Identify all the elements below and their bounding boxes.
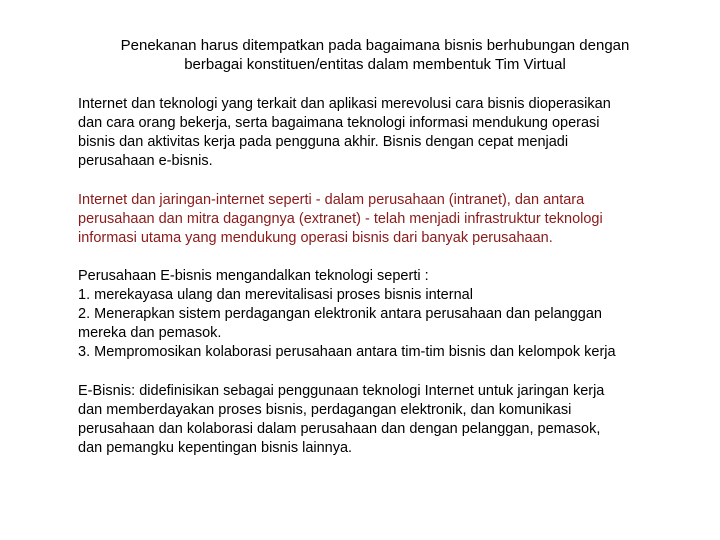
list-item: 1. merekayasa ulang dan merevitalisasi proses bisnis internal [78, 287, 473, 303]
paragraph-line: perusahaan dan kolaborasi dalam perusahaan dan dengan pelanggan, pemasok, [78, 421, 601, 437]
slide-title [60, 36, 690, 74]
paragraph-line: bisnis dan aktivitas kerja pada pengguna akhir. Bisnis dengan cepat menjadi [78, 134, 569, 150]
paragraph-line: dan memberdayakan proses bisnis, perdagangan elektronik, dan komunikasi [78, 402, 572, 418]
paragraph-internet-networks [78, 191, 688, 248]
title-line: Penekanan harus ditempatkan pada bagaimana bisnis berhubungan dengan [120, 37, 630, 54]
paragraph-ebusiness-technologies [78, 267, 688, 362]
list-item-continuation: mereka dan pemasok. [78, 325, 222, 341]
paragraph-line: E-Bisnis: didefinisikan sebagai penggunaan teknologi Internet untuk jaringan kerja [78, 383, 605, 399]
paragraph-line: Perusahaan E-bisnis mengandalkan teknologi seperti : [78, 268, 429, 284]
list-item: 3. Mempromosikan kolaborasi perusahaan antara tim-tim bisnis dan kelompok kerja [78, 344, 616, 360]
paragraph-ebusiness-definition [78, 382, 688, 458]
paragraph-line: informasi utama yang mendukung operasi bisnis dari banyak perusahaan. [78, 230, 553, 246]
paragraph-line: dan cara orang bekerja, serta bagaimana teknologi informasi mendukung operasi [78, 115, 600, 131]
paragraph-line: dan pemangku kepentingan bisnis lainnya. [78, 440, 353, 456]
title-line: berbagai konstituen/entitas dalam membentuk Tim Virtual [184, 56, 566, 73]
paragraph-line: Internet dan jaringan-internet seperti - dalam perusahaan (intranet), dan antara [78, 192, 585, 208]
paragraph-line: perusahaan dan mitra dagangnya (extranet) - telah menjadi infrastruktur teknologi [78, 211, 603, 227]
paragraph-line: Internet dan teknologi yang terkait dan aplikasi merevolusi cara bisnis dioperasikan [78, 96, 611, 112]
list-item: 2. Menerapkan sistem perdagangan elektronik antara perusahaan dan pelanggan [78, 306, 602, 322]
paragraph-line: perusahaan e-bisnis. [78, 153, 213, 169]
paragraph-internet-technology [78, 95, 688, 171]
